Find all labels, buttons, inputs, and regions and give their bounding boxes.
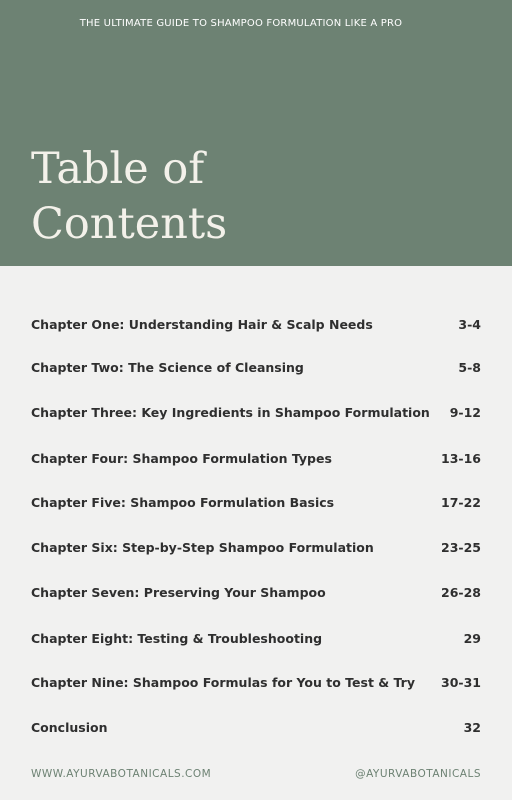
toc-page-range: 23-25 — [441, 539, 481, 555]
guide-kicker: THE ULTIMATE GUIDE TO SHAMPOO FORMULATION LIKE A PRO — [79, 18, 403, 29]
toc-chapter-title: Chapter Seven: Preserving Your Shampoo — [31, 584, 326, 600]
toc-item[interactable] — [31, 402, 481, 422]
toc-chapter-title: Conclusion — [31, 719, 108, 735]
toc-page-range: 5-8 — [458, 359, 481, 375]
website-link[interactable]: WWW.AYURVABOTANICALS.COM — [31, 768, 212, 780]
toc-item[interactable] — [31, 717, 481, 737]
toc-item[interactable] — [31, 582, 481, 602]
toc-page-range: 29 — [463, 630, 481, 646]
toc-chapter-title: Chapter One: Understanding Hair & Scalp Needs — [31, 316, 373, 332]
title-line-1: Table of — [31, 144, 205, 194]
toc-page-range: 17-22 — [441, 494, 481, 510]
social-handle[interactable]: @AYURVABOTANICALS — [355, 768, 481, 780]
toc-page-range: 3-4 — [458, 316, 481, 332]
toc-page-range: 30-31 — [441, 674, 481, 690]
toc-item[interactable] — [31, 448, 481, 468]
toc-item[interactable] — [31, 537, 481, 557]
toc-chapter-title: Chapter Five: Shampoo Formulation Basics — [31, 494, 335, 510]
toc-page-range: 26-28 — [441, 584, 481, 600]
title-line-2: Contents — [31, 199, 228, 249]
toc-chapter-title: Chapter Four: Shampoo Formulation Types — [31, 450, 332, 466]
toc-item[interactable] — [31, 357, 481, 377]
toc-item[interactable] — [31, 314, 481, 334]
toc-chapter-title: Chapter Nine: Shampoo Formulas for You to Test & Try — [31, 674, 415, 690]
toc-item[interactable] — [31, 628, 481, 648]
toc-chapter-title: Chapter Two: The Science of Cleansing — [31, 359, 304, 375]
toc-page-range: 13-16 — [441, 450, 481, 466]
toc-chapter-title: Chapter Eight: Testing & Troubleshooting — [31, 630, 323, 646]
toc-page-range: 32 — [463, 719, 481, 735]
toc-item[interactable] — [31, 492, 481, 512]
toc-page-range: 9-12 — [449, 404, 481, 420]
toc-chapter-title: Chapter Six: Step-by-Step Shampoo Formulation — [31, 539, 374, 555]
toc-chapter-title: Chapter Three: Key Ingredients in Shampoo Formulation — [31, 404, 430, 420]
header-banner — [0, 0, 512, 266]
toc-item[interactable] — [31, 672, 481, 692]
page-title — [31, 142, 227, 252]
